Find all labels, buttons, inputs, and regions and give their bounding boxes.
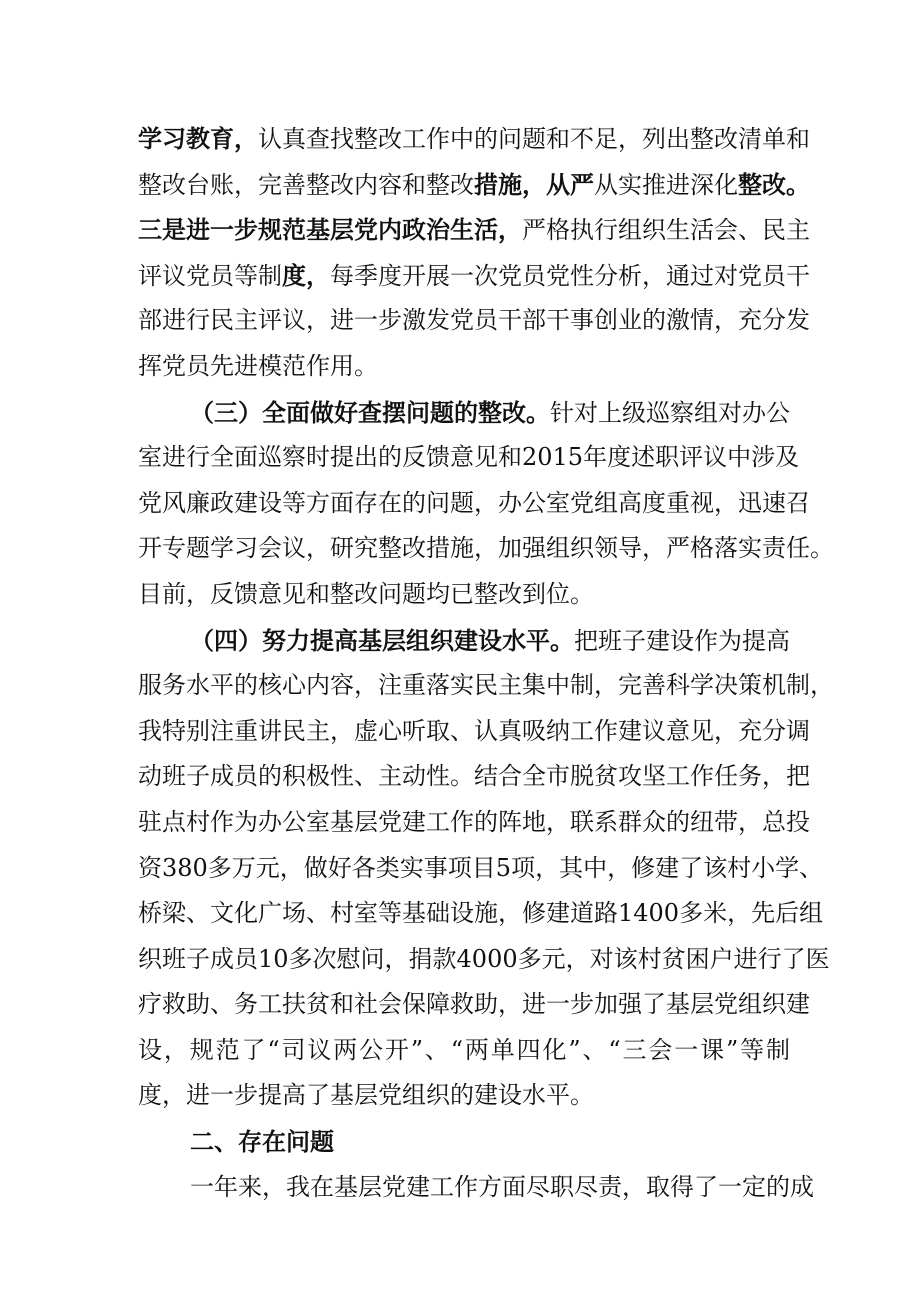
body-text: 桥梁、文化广场、村室等基础设施，修建道路1400多米，先后组 bbox=[138, 899, 824, 928]
body-text: 评议党员等制 bbox=[138, 261, 282, 290]
text-line bbox=[138, 207, 810, 253]
text-line bbox=[138, 162, 810, 208]
body-text: 一年来，我在基层党建工作方面尽职尽责，取得了一定的成 bbox=[190, 1172, 814, 1201]
body-text: 动班子成员的积极性、主动性。结合全市脱贫攻坚工作任务，把 bbox=[138, 762, 810, 791]
text-line bbox=[138, 572, 790, 618]
text-line bbox=[138, 846, 824, 892]
body-text: 开专题学习会议，研究整改措施，加强组织领导，严格落实责任。 bbox=[138, 534, 834, 563]
body-text: 室进行全面巡察时提出的反馈意见和2015年度述职评议中涉及 bbox=[138, 443, 800, 472]
body-text: 挥党员先进模范作用。 bbox=[138, 351, 378, 380]
text-line bbox=[138, 481, 810, 527]
text-line bbox=[138, 982, 810, 1028]
body-text: 疗救助、务工扶贫和社会保障救助，进一步加强了基层党组织建 bbox=[138, 990, 810, 1019]
text-line bbox=[138, 344, 790, 390]
text-line bbox=[138, 754, 810, 800]
body-text: 整改台账，完善整改内容和整改 bbox=[138, 170, 474, 199]
bold-phrase: 三是进一步规范基层党内政治生活， bbox=[138, 215, 522, 245]
text-line bbox=[138, 1165, 814, 1211]
bold-phrase: 度， bbox=[282, 260, 330, 290]
section-heading: （四）努力提高基层组织建设水平。 bbox=[190, 625, 574, 655]
text-line bbox=[138, 1119, 790, 1165]
text-line bbox=[138, 1028, 790, 1074]
body-text: 从实推进深化 bbox=[594, 170, 738, 199]
body-text: 设，规范了“司议两公开”、“两单四化”、“三会一课”等制 bbox=[138, 1035, 790, 1064]
body-text: 度，进一步提高了基层党组织的建设水平。 bbox=[138, 1081, 594, 1110]
body-text: 驻点村作为办公室基层党建工作的阵地，联系群众的纽带，总投 bbox=[138, 807, 810, 836]
body-text: 目前，反馈意见和整改问题均已整改到位。 bbox=[138, 579, 594, 608]
text-line bbox=[138, 298, 810, 344]
bold-phrase: 措施，从严 bbox=[474, 169, 594, 199]
body-text: 严格执行组织生活会、民主 bbox=[522, 216, 810, 245]
text-line bbox=[138, 526, 834, 572]
section-heading: （三）全面做好查摆问题的整改。 bbox=[190, 397, 550, 427]
chapter-heading: 二、存在问题 bbox=[190, 1127, 334, 1157]
body-text: 党风廉政建设等方面存在的问题，办公室党组高度重视，迅速召 bbox=[138, 488, 810, 517]
text-line bbox=[138, 663, 834, 709]
text-line bbox=[138, 937, 830, 983]
text-line bbox=[138, 435, 800, 481]
body-text: 织班子成员10多次慰问，捐款4000多元，对该村贫困户进行了医 bbox=[138, 944, 830, 973]
body-text: 每季度开展一次党员党性分析，通过对党员干 bbox=[330, 261, 810, 290]
text-line bbox=[138, 800, 810, 846]
bold-phrase: 整改。 bbox=[738, 169, 810, 199]
text-line bbox=[138, 116, 810, 162]
body-text: 服务水平的核心内容，注重落实民主集中制，完善科学决策机制， bbox=[138, 671, 834, 700]
text-line bbox=[138, 618, 790, 664]
text-line bbox=[138, 253, 810, 299]
body-text: 资380多万元，做好各类实事项目5项，其中，修建了该村小学、 bbox=[138, 853, 824, 882]
text-line bbox=[138, 390, 790, 436]
body-text: 我特别注重讲民主，虚心听取、认真吸纳工作建议意见，充分调 bbox=[138, 716, 810, 745]
body-text: 认真查找整改工作中的问题和不足，列出整改清单和 bbox=[258, 125, 810, 153]
document-body bbox=[138, 116, 834, 1210]
body-text: 部进行民主评议，进一步激发党员干部干事创业的激情，充分发 bbox=[138, 306, 810, 335]
body-text: 针对上级巡察组对办公 bbox=[550, 398, 790, 427]
text-line bbox=[138, 709, 810, 755]
bold-phrase: 学习教育， bbox=[138, 124, 258, 153]
text-line bbox=[138, 891, 824, 937]
text-line bbox=[138, 1073, 790, 1119]
body-text: 把班子建设作为提高 bbox=[574, 626, 790, 655]
